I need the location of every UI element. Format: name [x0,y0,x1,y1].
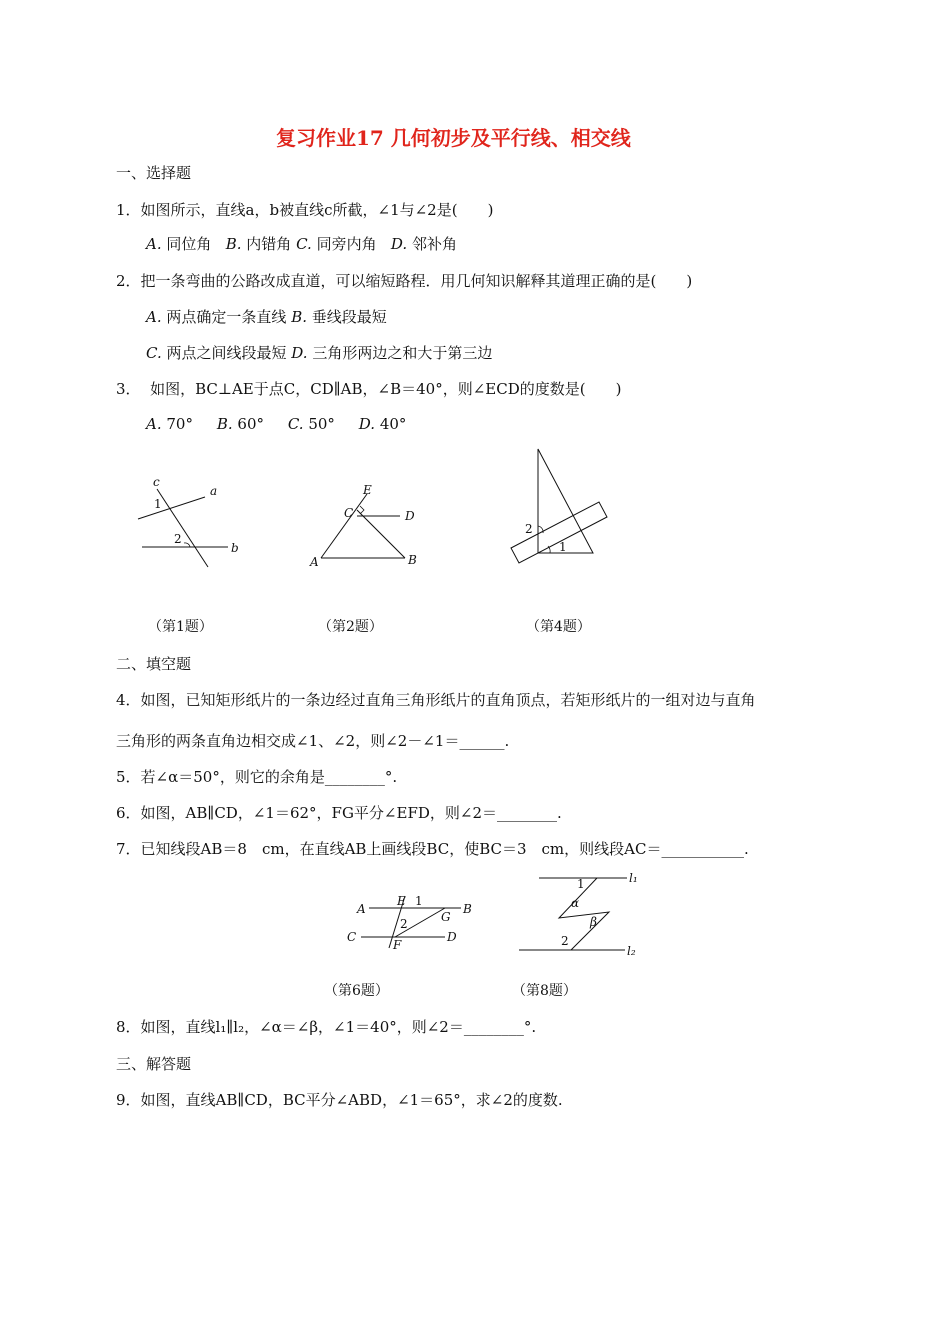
option-a: 两点确定一条直线 [166,308,287,326]
option-label: D. [358,415,376,433]
figure-4-caption: （第4题） [526,619,591,635]
fig8-label: 1 [577,877,585,891]
option-b: 内错角 [246,235,292,253]
option-label: B. [216,415,233,433]
question-4-line1 [116,690,756,710]
option-label: D. [291,344,308,362]
segment-cb [357,510,405,558]
line-ae [321,494,367,558]
question-text: 如图，AB∥CD，∠1＝62°，FG平分∠EFD，则∠2＝________. [140,804,562,822]
fig6-label: E [397,894,406,908]
fig2-label: B [408,553,417,567]
option-d: 三角形两边之和大于第三边 [312,344,493,362]
figure-2-diagram [305,480,435,575]
option-label: D. [390,235,408,253]
option-label: A. [146,308,162,326]
section-heading-fill: 二、填空题 [116,655,192,673]
figure-6-caption: （第6题） [324,983,389,999]
option-c: 两点之间线段最短 [166,344,287,362]
fig2-label: E [363,483,372,497]
option-label: B. [225,235,242,253]
fig6-label: F [393,938,402,952]
fig2-label: A [310,555,319,569]
question-3 [116,379,621,399]
question-text: 把一条弯曲的公路改成直道，可以缩短路程．用几何知识解释其道理正确的是( ) [140,272,693,290]
fig1-label: b [231,541,239,555]
option-label: C. [287,415,304,433]
fig8-label: β [590,915,597,929]
question-number: 9． [116,1091,141,1109]
question-2 [116,271,692,291]
question-number: 7． [116,840,141,858]
option-label: C. [296,235,312,253]
fig6-label: G [441,910,451,924]
option-c: 50° [308,415,335,433]
line-a [138,497,205,519]
fig1-label: a [210,484,218,498]
question-1 [116,200,493,220]
option-label: A. [146,235,162,253]
fig6-label: B [463,902,472,916]
question-9 [116,1090,563,1110]
question-4-line2: 三角形的两条直角边相交成∠1、∠2，则∠2－∠1＝______. [116,732,510,750]
question-text: 已知线段AB＝8 cm，在直线AB上画线段BC，使BC＝3 cm，则线段AC＝___________. [140,840,749,858]
question-5 [116,767,397,787]
option-a: 70° [166,415,193,433]
fig6-label: C [347,930,357,944]
figure-6-diagram [345,890,475,955]
figure-1-diagram [130,475,250,575]
option-c: 同旁内角 [316,235,377,253]
fig4-label: 2 [525,522,533,536]
section-heading-choice: 一、选择题 [116,164,192,182]
fig2-label: C [344,506,354,520]
right-angle-mark [360,506,364,514]
question-2-options-cd [146,343,492,363]
fig4-label: 1 [559,540,567,554]
line-c [157,489,208,567]
option-label: C. [146,344,162,362]
option-b: 60° [237,415,264,433]
fig8-label: α [571,896,580,910]
fig8-label: 2 [561,934,569,948]
figure-1-caption: （第1题） [148,619,213,635]
fig6-label: 2 [400,917,408,931]
question-text: 若∠α＝50°，则它的余角是________°. [140,768,398,786]
question-2-options-ab [146,307,387,327]
question-number: 2． [116,272,141,290]
question-number: 5． [116,768,141,786]
question-7 [116,839,749,859]
angle-2-arc [184,543,190,547]
question-text: 如图，BC⊥AE于点C，CD∥AB，∠B＝40°，则∠ECD的度数是( ) [150,380,622,398]
question-text: 如图，直线AB∥CD，BC平分∠ABD，∠1＝65°，求∠2的度数. [140,1091,563,1109]
right-triangle [538,449,593,553]
option-d: 邻补角 [411,235,457,253]
question-number: 6． [116,804,141,822]
question-text: 如图，直线l₁∥l₂，∠α＝∠β，∠1＝40°，则∠2＝________°. [140,1018,537,1036]
question-3-options [146,414,406,434]
option-b: 垂线段最短 [311,308,387,326]
question-1-options [146,234,457,254]
fig6-label: D [447,930,457,944]
figure-2-caption: （第2题） [318,619,383,635]
question-6 [116,803,562,823]
figure-4-diagram [505,445,615,575]
option-label: A. [146,415,162,433]
option-label: B. [291,308,307,326]
fig6-label: A [357,902,366,916]
fig2-label: D [405,509,415,523]
option-a: 同位角 [166,235,212,253]
question-number: 1． [116,201,141,219]
question-text: 如图所示，直线a，b被直线c所截，∠1与∠2是( ) [140,201,494,219]
fig8-label: l₂ [627,944,636,958]
question-number: 4． [116,691,141,709]
fig8-label: l₁ [629,871,638,885]
question-number: 3． [116,380,141,398]
option-d: 40° [379,415,407,433]
figure-8-caption: （第8题） [512,983,577,999]
fig1-label: c [153,475,160,489]
fig6-label: 1 [415,894,423,908]
page-title: 复习作业17 几何初步及平行线、相交线 [276,126,631,150]
question-text: 如图，已知矩形纸片的一条边经过直角三角形纸片的直角顶点，若矩形纸片的一组对边与直角 [140,691,756,709]
fig1-label: 2 [174,532,182,546]
fig1-label: 1 [154,497,162,511]
figure-8-diagram [515,868,655,963]
question-number: 8． [116,1018,141,1036]
section-heading-answer: 三、解答题 [116,1055,192,1073]
question-8 [116,1017,536,1037]
